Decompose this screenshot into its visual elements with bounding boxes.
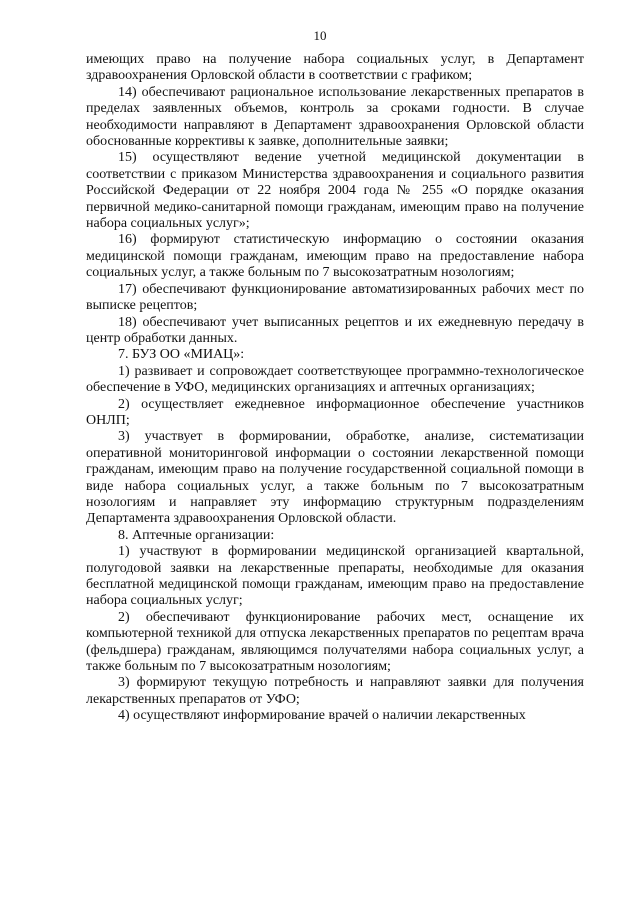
paragraph-section7-item-2: 2) осуществляет ежедневное информационное обеспечение участников ОНЛП; xyxy=(86,396,584,428)
document-body xyxy=(86,52,584,725)
paragraph-section8-item-1: 1) участвуют в формировании медицинской организацией квартальной, полугодовой заявки на лекарственные препараты, необходимые для оказания бесплатной медицинской помощи гражданам, имеющим право на предоставление набора социальных услуг; xyxy=(86,544,584,609)
section-heading-7: 7. БУЗ ОО «МИАЦ»: xyxy=(118,347,245,363)
paragraph-item-16: 16) формируют статистическую информацию о состоянии оказания медицинской помощи гражданам, имеющим право на предоставление набора социальных услуг, а также больным по 7 высокозатратным нозологиям; xyxy=(86,232,584,281)
page-number: 10 xyxy=(313,28,327,43)
section-heading-8: 8. Аптечные организации: xyxy=(118,527,275,543)
paragraph-section8-item-3: 3) формируют текущую потребность и направляют заявки для получения лекарственных препаратов от УФО; xyxy=(86,675,584,707)
paragraph-item-17: 17) обеспечивают функционирование автоматизированных рабочих мест по выписке рецептов; xyxy=(86,281,584,314)
paragraph-section7-item-3: 3) участвует в формировании, обработке, анализе, систематизации оперативной мониторинговой информации о состоянии лекарственной помощи гражданам, имеющим право на получение государственной социальной помощи в виде набора социальных услуг, а также больным по 7 высокозатратным нозологиям и направляет эту информацию структурным подразделениям Департамента здравоохранения Орловской области. xyxy=(86,429,584,527)
paragraph-continuation: имеющих право на получение набора социальных услуг, в Департамент здравоохранения Орловской области в соответствии с графиком; xyxy=(86,52,584,84)
paragraph-item-14: 14) обеспечивают рациональное использование лекарственных препаратов в пределах заявленных объемов, контроль за сроками годности. В случае необходимости направляют в Департамент здравоохранения Орловской области обоснованные коррективы к заявке, дополнительные заявки; xyxy=(86,84,584,150)
paragraph-section7-item-1: 1) развивает и сопровождает соответствующее программно-технологическое обеспечение в УФО, медицинских организациях и аптечных организациях; xyxy=(86,363,584,396)
paragraph-section8-item-2: 2) обеспечивают функционирование рабочих мест, оснащение их компьютерной техникой для отпуска лекарственных препаратов по рецептам врача (фельдшера) гражданам, являющимся получателями набора социальных услуг, а также больным по 7 высокозатратным нозологиям; xyxy=(86,609,584,675)
paragraph-item-15: 15) осуществляют ведение учетной медицинской документации в соответствии с приказом Министерства здравоохранения и социального развития Российской Федерации от 22 ноября 2004 года № 255 «О порядке оказания первичной медико-санитарной помощи гражданам, имеющим право на получение набора социальных услуг»; xyxy=(86,150,584,232)
paragraph-section8-item-4: 4) осуществляют информирование врачей о наличии лекарственных xyxy=(118,708,526,724)
paragraph-item-18: 18) обеспечивают учет выписанных рецептов и их ежедневную передачу в центр обработки данных. xyxy=(86,314,584,346)
